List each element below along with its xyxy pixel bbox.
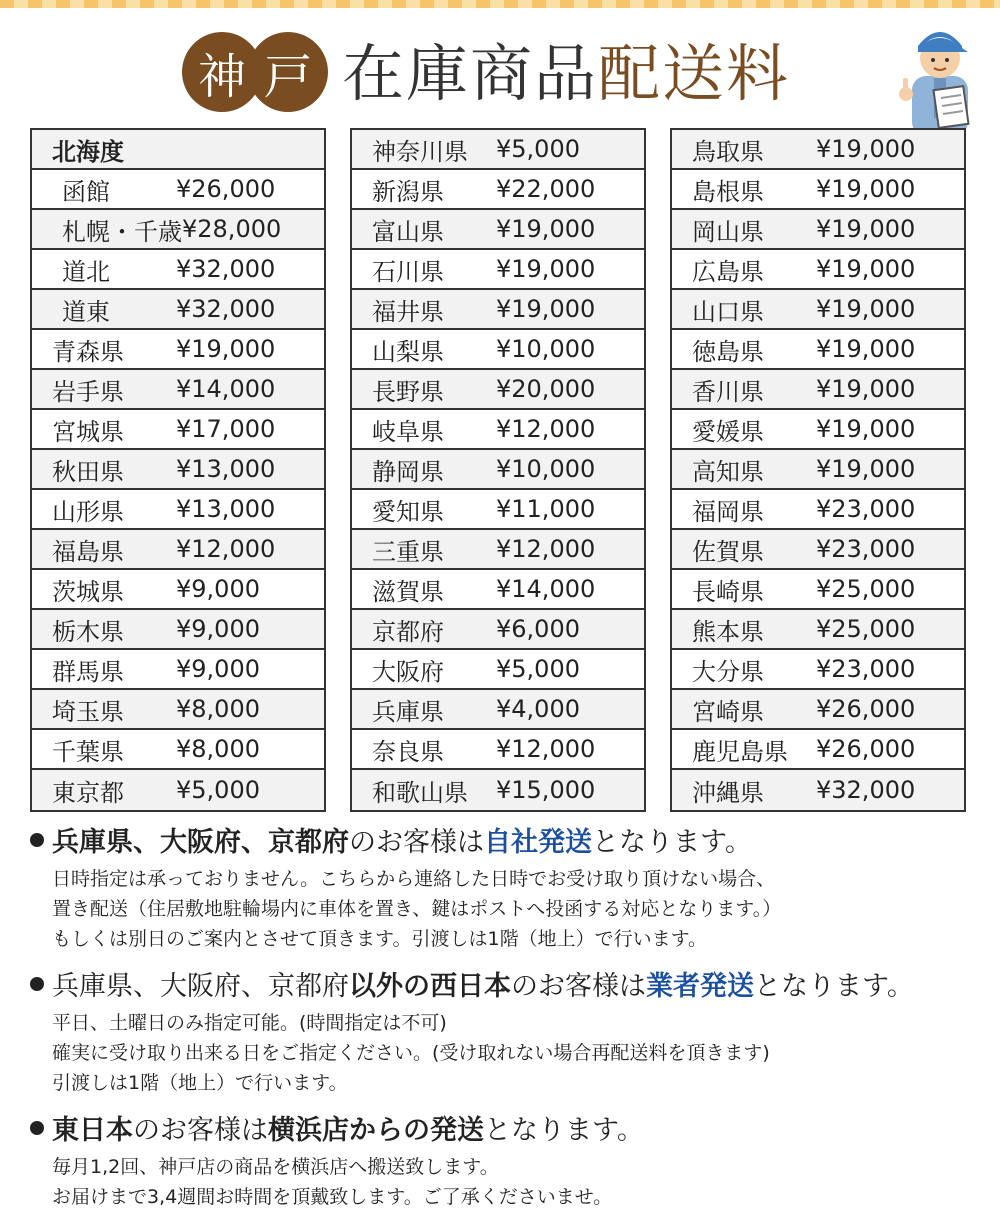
shipping-price: ¥5,000: [496, 655, 580, 683]
shipping-price: ¥28,000: [182, 215, 282, 243]
table-row: [352, 770, 644, 810]
note-body-line: お届けまで3,4週間お時間を頂戴致します。ご了承くださいませ。: [52, 1186, 613, 1208]
table-row: [32, 330, 324, 370]
region-name: 福井県: [372, 297, 444, 326]
shipping-price: ¥23,000: [816, 495, 916, 523]
table-row: [672, 330, 964, 370]
table-row: [672, 450, 964, 490]
region-name: 京都府: [372, 617, 444, 646]
table-row: [672, 250, 964, 290]
region-name: 三重県: [372, 537, 444, 566]
rate-table-col-2: [350, 128, 646, 812]
table-row: [672, 210, 964, 250]
shipping-price: ¥13,000: [176, 495, 276, 523]
table-row: [352, 370, 644, 410]
shipping-price: ¥13,000: [176, 455, 276, 483]
shipping-price: ¥12,000: [496, 415, 596, 443]
rate-table-col-1: [30, 128, 326, 812]
bullet-icon: [30, 1121, 44, 1135]
shipping-price: ¥22,000: [496, 175, 596, 203]
region-name: 茨城県: [52, 577, 124, 606]
table-row: [32, 610, 324, 650]
region-name: 兵庫県: [372, 697, 444, 726]
shipping-price: ¥9,000: [176, 615, 260, 643]
table-row: [672, 730, 964, 770]
shipping-price: ¥6,000: [496, 615, 580, 643]
shipping-price: ¥12,000: [176, 535, 276, 563]
table-row: [672, 570, 964, 610]
shipping-price: ¥14,000: [496, 575, 596, 603]
region-name: 宮崎県: [692, 697, 764, 726]
shipping-price: ¥20,000: [496, 375, 596, 403]
bullet-icon: [30, 977, 44, 991]
region-name: 徳島県: [692, 337, 764, 366]
table-row: [352, 570, 644, 610]
delivery-notes: [30, 822, 990, 1224]
shipping-price: ¥19,000: [816, 215, 916, 243]
shipping-price: ¥26,000: [176, 175, 276, 203]
shipping-price: ¥32,000: [176, 255, 276, 283]
note-heading-segment: 以外の西日本: [349, 971, 511, 1002]
table-row: [352, 490, 644, 530]
region-name: 新潟県: [372, 177, 444, 206]
shipping-price: ¥19,000: [816, 175, 916, 203]
table-row: [352, 650, 644, 690]
region-name: 群馬県: [52, 657, 124, 686]
note-heading-segment: のお客様は: [133, 1115, 268, 1146]
note-heading-segment: となります。: [484, 1115, 644, 1146]
shipping-price: ¥32,000: [176, 295, 276, 323]
region-name: 愛媛県: [692, 417, 764, 446]
region-name: 佐賀県: [692, 537, 764, 566]
shipping-price: ¥8,000: [176, 695, 260, 723]
note-body-line: もしくは別日のご案内とさせて頂きます。引渡しは1階（地上）で行います。: [52, 928, 708, 950]
table-row: [32, 130, 324, 170]
table-row: [32, 770, 324, 810]
table-row: [352, 530, 644, 570]
table-row: [672, 170, 964, 210]
shipping-price: ¥19,000: [496, 255, 596, 283]
region-name: 秋田県: [52, 457, 124, 486]
table-row: [672, 530, 964, 570]
region-name: 道東: [62, 297, 110, 326]
shipping-price: ¥10,000: [496, 455, 596, 483]
region-name: 大阪府: [372, 657, 444, 686]
top-decorative-band: [0, 0, 1000, 8]
note-block: [30, 966, 990, 1098]
region-name: 福島県: [52, 537, 124, 566]
table-row: [352, 610, 644, 650]
table-row: [672, 650, 964, 690]
table-row: [32, 170, 324, 210]
table-row: [672, 410, 964, 450]
shipping-price: ¥12,000: [496, 735, 596, 763]
table-row: [672, 770, 964, 810]
region-name: 宮城県: [52, 417, 124, 446]
region-name: 熊本県: [692, 617, 764, 646]
table-row: [32, 210, 324, 250]
table-row: [352, 410, 644, 450]
note-body-line: 日時指定は承っておりません。こちらから連絡した日時でお受け取り頂けない場合、: [52, 868, 776, 890]
table-row: [32, 490, 324, 530]
shipping-price: ¥19,000: [816, 415, 916, 443]
region-name: 山梨県: [372, 337, 444, 366]
shipping-price: ¥9,000: [176, 655, 260, 683]
table-row: [32, 570, 324, 610]
shipping-price: ¥19,000: [816, 375, 916, 403]
kobe-badge: [182, 32, 332, 116]
table-row: [32, 410, 324, 450]
title-accent: 配送料: [598, 37, 791, 110]
shipping-price: ¥32,000: [816, 776, 916, 804]
region-name: 栃木県: [52, 617, 124, 646]
table-row: [352, 450, 644, 490]
note-body-line: 引渡しは1階（地上）で行います。: [52, 1072, 348, 1094]
note-heading-segment: 業者発送: [646, 971, 754, 1002]
table-row: [672, 490, 964, 530]
table-row: [32, 730, 324, 770]
note-body-line: 置き配送（住居敷地駐輪場内に車体を置き、鍵はポストへ投函する対応となります。）: [52, 898, 782, 920]
shipping-price: ¥19,000: [816, 335, 916, 363]
note-body-line: 毎月1,2回、神戸店の商品を横浜店へ搬送致します。: [52, 1156, 499, 1178]
region-name: 札幌・千歳: [62, 217, 182, 246]
region-name: 鳥取県: [692, 137, 764, 166]
region-name: 北海度: [52, 137, 124, 166]
table-row: [672, 370, 964, 410]
region-name: 島根県: [692, 177, 764, 206]
shipping-price: ¥12,000: [496, 535, 596, 563]
table-row: [672, 690, 964, 730]
region-name: 石川県: [372, 257, 444, 286]
table-row: [32, 290, 324, 330]
table-row: [352, 290, 644, 330]
table-row: [352, 170, 644, 210]
shipping-price: ¥11,000: [496, 495, 596, 523]
note-block: [30, 1110, 990, 1212]
region-name: 山形県: [52, 497, 124, 526]
shipping-price: ¥19,000: [816, 135, 916, 163]
table-row: [352, 130, 644, 170]
region-name: 奈良県: [372, 737, 444, 766]
region-name: 愛知県: [372, 497, 444, 526]
table-row: [32, 450, 324, 490]
region-name: 滋賀県: [372, 577, 444, 606]
region-name: 鹿児島県: [692, 737, 788, 766]
shipping-price: ¥9,000: [176, 575, 260, 603]
shipping-price: ¥19,000: [176, 335, 276, 363]
shipping-price: ¥5,000: [496, 135, 580, 163]
shipping-price: ¥23,000: [816, 535, 916, 563]
shipping-price: ¥19,000: [816, 455, 916, 483]
region-name: 函館: [62, 177, 110, 206]
delivery-worker-icon: [890, 18, 980, 136]
region-name: 道北: [62, 257, 110, 286]
table-row: [672, 290, 964, 330]
note-heading-segment: となります。: [754, 971, 914, 1002]
note-heading-segment: 兵庫県、大阪府、京都府: [52, 971, 349, 1002]
region-name: 高知県: [692, 457, 764, 486]
note-heading-segment: 自社発送: [484, 827, 592, 858]
shipping-price: ¥10,000: [496, 335, 596, 363]
shipping-price: ¥4,000: [496, 695, 580, 723]
region-name: 岐阜県: [372, 417, 444, 446]
shipping-price: ¥19,000: [816, 295, 916, 323]
region-name: 岩手県: [52, 377, 124, 406]
shipping-price: ¥25,000: [816, 615, 916, 643]
note-heading-segment: となります。: [592, 827, 752, 858]
kobe-badge-char-2: 戸: [248, 32, 328, 112]
note-heading-segment: 兵庫県、大阪府、京都府: [52, 827, 349, 858]
shipping-price: ¥5,000: [176, 776, 260, 804]
table-row: [672, 130, 964, 170]
region-name: 岡山県: [692, 217, 764, 246]
region-name: 福岡県: [692, 497, 764, 526]
region-name: 東京都: [52, 778, 124, 807]
shipping-price: ¥17,000: [176, 415, 276, 443]
note-heading-segment: のお客様は: [349, 827, 484, 858]
note-heading: [30, 1110, 990, 1152]
page-header: [0, 10, 1000, 120]
table-row: [32, 250, 324, 290]
region-name: 長崎県: [692, 577, 764, 606]
note-heading: [30, 966, 990, 1008]
shipping-price: ¥19,000: [496, 295, 596, 323]
note-body-line: 確実に受け取り出来る日をご指定ください。(受け取れない場合再配送料を頂きます): [52, 1042, 770, 1064]
note-heading-segment: 横浜店からの発送: [268, 1115, 484, 1146]
region-name: 長野県: [372, 377, 444, 406]
note-heading: [30, 822, 990, 864]
table-row: [672, 610, 964, 650]
note-body-line: 平日、土曜日のみ指定可能。(時間指定は不可): [52, 1012, 447, 1034]
table-row: [32, 530, 324, 570]
region-name: 和歌山県: [372, 778, 468, 807]
table-row: [352, 210, 644, 250]
table-row: [32, 690, 324, 730]
shipping-price: ¥23,000: [816, 655, 916, 683]
table-row: [32, 650, 324, 690]
bullet-icon: [30, 833, 44, 847]
table-row: [32, 370, 324, 410]
page-title: [342, 34, 790, 114]
shipping-price: ¥15,000: [496, 776, 596, 804]
region-name: 山口県: [692, 297, 764, 326]
shipping-price: ¥19,000: [816, 255, 916, 283]
kobe-badge-char-1: 神: [182, 32, 262, 112]
table-row: [352, 250, 644, 290]
table-row: [352, 690, 644, 730]
region-name: 埼玉県: [52, 697, 124, 726]
region-name: 静岡県: [372, 457, 444, 486]
table-row: [352, 730, 644, 770]
shipping-price: ¥26,000: [816, 695, 916, 723]
shipping-price: ¥14,000: [176, 375, 276, 403]
title-main: 在庫商品: [342, 37, 599, 110]
shipping-price: ¥25,000: [816, 575, 916, 603]
shipping-price: ¥26,000: [816, 735, 916, 763]
region-name: 大分県: [692, 657, 764, 686]
region-name: 広島県: [692, 257, 764, 286]
table-row: [352, 330, 644, 370]
rate-table-col-3: [670, 128, 966, 812]
region-name: 沖縄県: [692, 778, 764, 807]
region-name: 香川県: [692, 377, 764, 406]
shipping-price: ¥19,000: [496, 215, 596, 243]
note-heading-segment: 東日本: [52, 1115, 133, 1146]
region-name: 富山県: [372, 217, 444, 246]
note-block: [30, 822, 990, 954]
region-name: 神奈川県: [372, 137, 468, 166]
shipping-price: ¥8,000: [176, 735, 260, 763]
note-heading-segment: のお客様は: [511, 971, 646, 1002]
region-name: 千葉県: [52, 737, 124, 766]
region-name: 青森県: [52, 337, 124, 366]
